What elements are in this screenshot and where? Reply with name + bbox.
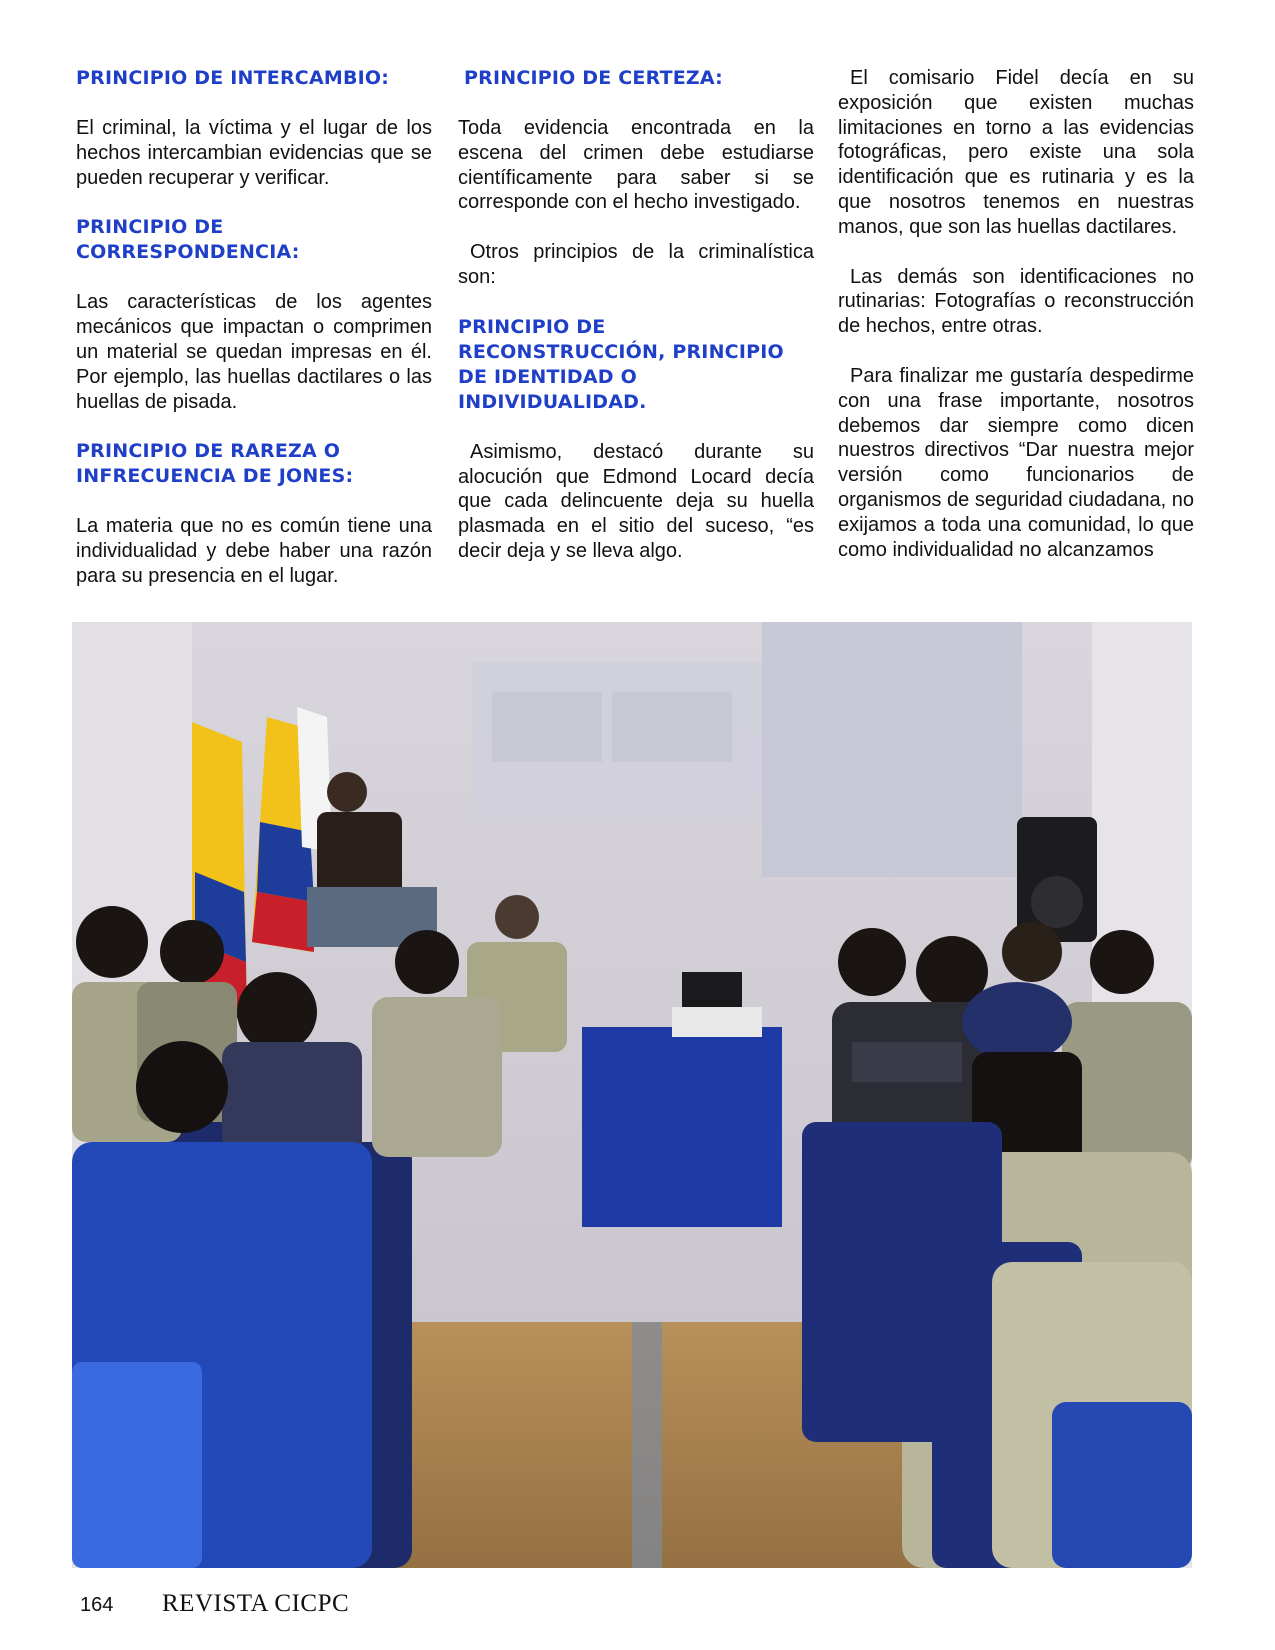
heading-principio-intercambio: PRINCIPIO DE INTERCAMBIO: xyxy=(76,67,390,89)
conference-photo xyxy=(72,622,1192,1568)
heading-principio-reconstruccion: PRINCIPIO DE RECONSTRUCCIÓN, PRINCIPIO DE IDENTIDAD O INDIVIDUALIDAD. xyxy=(458,315,784,413)
heading-principio-correspondencia: PRINCIPIO DE CORRESPONDENCIA: xyxy=(76,216,300,264)
paragraph-identificaciones: Las demás son identificaciones no rutinarias: Fotografías o reconstrucción de hechos, entre otras. xyxy=(838,265,1194,338)
paragraph-rareza: La materia que no es común tiene una individualidad y debe haber una razón para su presencia en el lugar. xyxy=(76,515,432,587)
paragraph-intercambio: El criminal, la víctima y el lugar de los hechos intercambian evidencias que se pueden recuperar y verificar. xyxy=(76,117,432,189)
conference-photo-illustration xyxy=(72,622,1192,1568)
paragraph-certeza: Toda evidencia encontrada en la escena del crimen debe estudiarse científicamente para saber si se corresponde con el hecho investigado. xyxy=(458,117,814,214)
text-column-2 xyxy=(458,66,814,564)
text-column-3 xyxy=(838,66,1194,562)
page-number: 164 xyxy=(80,1594,114,1616)
paragraph-otros-principios: Otros principios de la criminalística son: xyxy=(458,241,814,288)
paragraph-correspondencia: Las características de los agentes mecánicos que impactan o comprimen un material se quedan impresas en él. Por ejemplo, las huellas dactilares o las huellas de pisada. xyxy=(76,291,432,413)
paragraph-despedida: Para finalizar me gustaría despedirme con una frase importante, nosotros debemos dar siempre como dicen nuestros directivos “Dar nuestra mejor versión como funcionarios de organismos de seguridad ciudadana, no exijamos a toda una comunidad, lo que como individualidad no alcanzamos xyxy=(838,364,1194,561)
paragraph-comisario: El comisario Fidel decía en su exposición que existen muchas limitaciones en torno a las evidencias fotográficas, pero existe una sola identificación que es rutinaria y es la que nosotros tenemos en nuestras manos, que son las huellas dactilares. xyxy=(838,67,1194,238)
text-column-1 xyxy=(76,66,432,589)
paragraph-locard: Asimismo, destacó durante su alocución que Edmond Locard decía que cada delincuente deja su huella plasmada en el sitio del suceso, “es decir deja y se lleva algo. xyxy=(458,440,814,562)
publication-title: REVISTA CICPC xyxy=(162,1590,350,1617)
heading-principio-rareza: PRINCIPIO DE RAREZA O INFRECUENCIA DE JONES: xyxy=(76,440,354,488)
heading-principio-certeza: PRINCIPIO DE CERTEZA: xyxy=(464,67,723,89)
